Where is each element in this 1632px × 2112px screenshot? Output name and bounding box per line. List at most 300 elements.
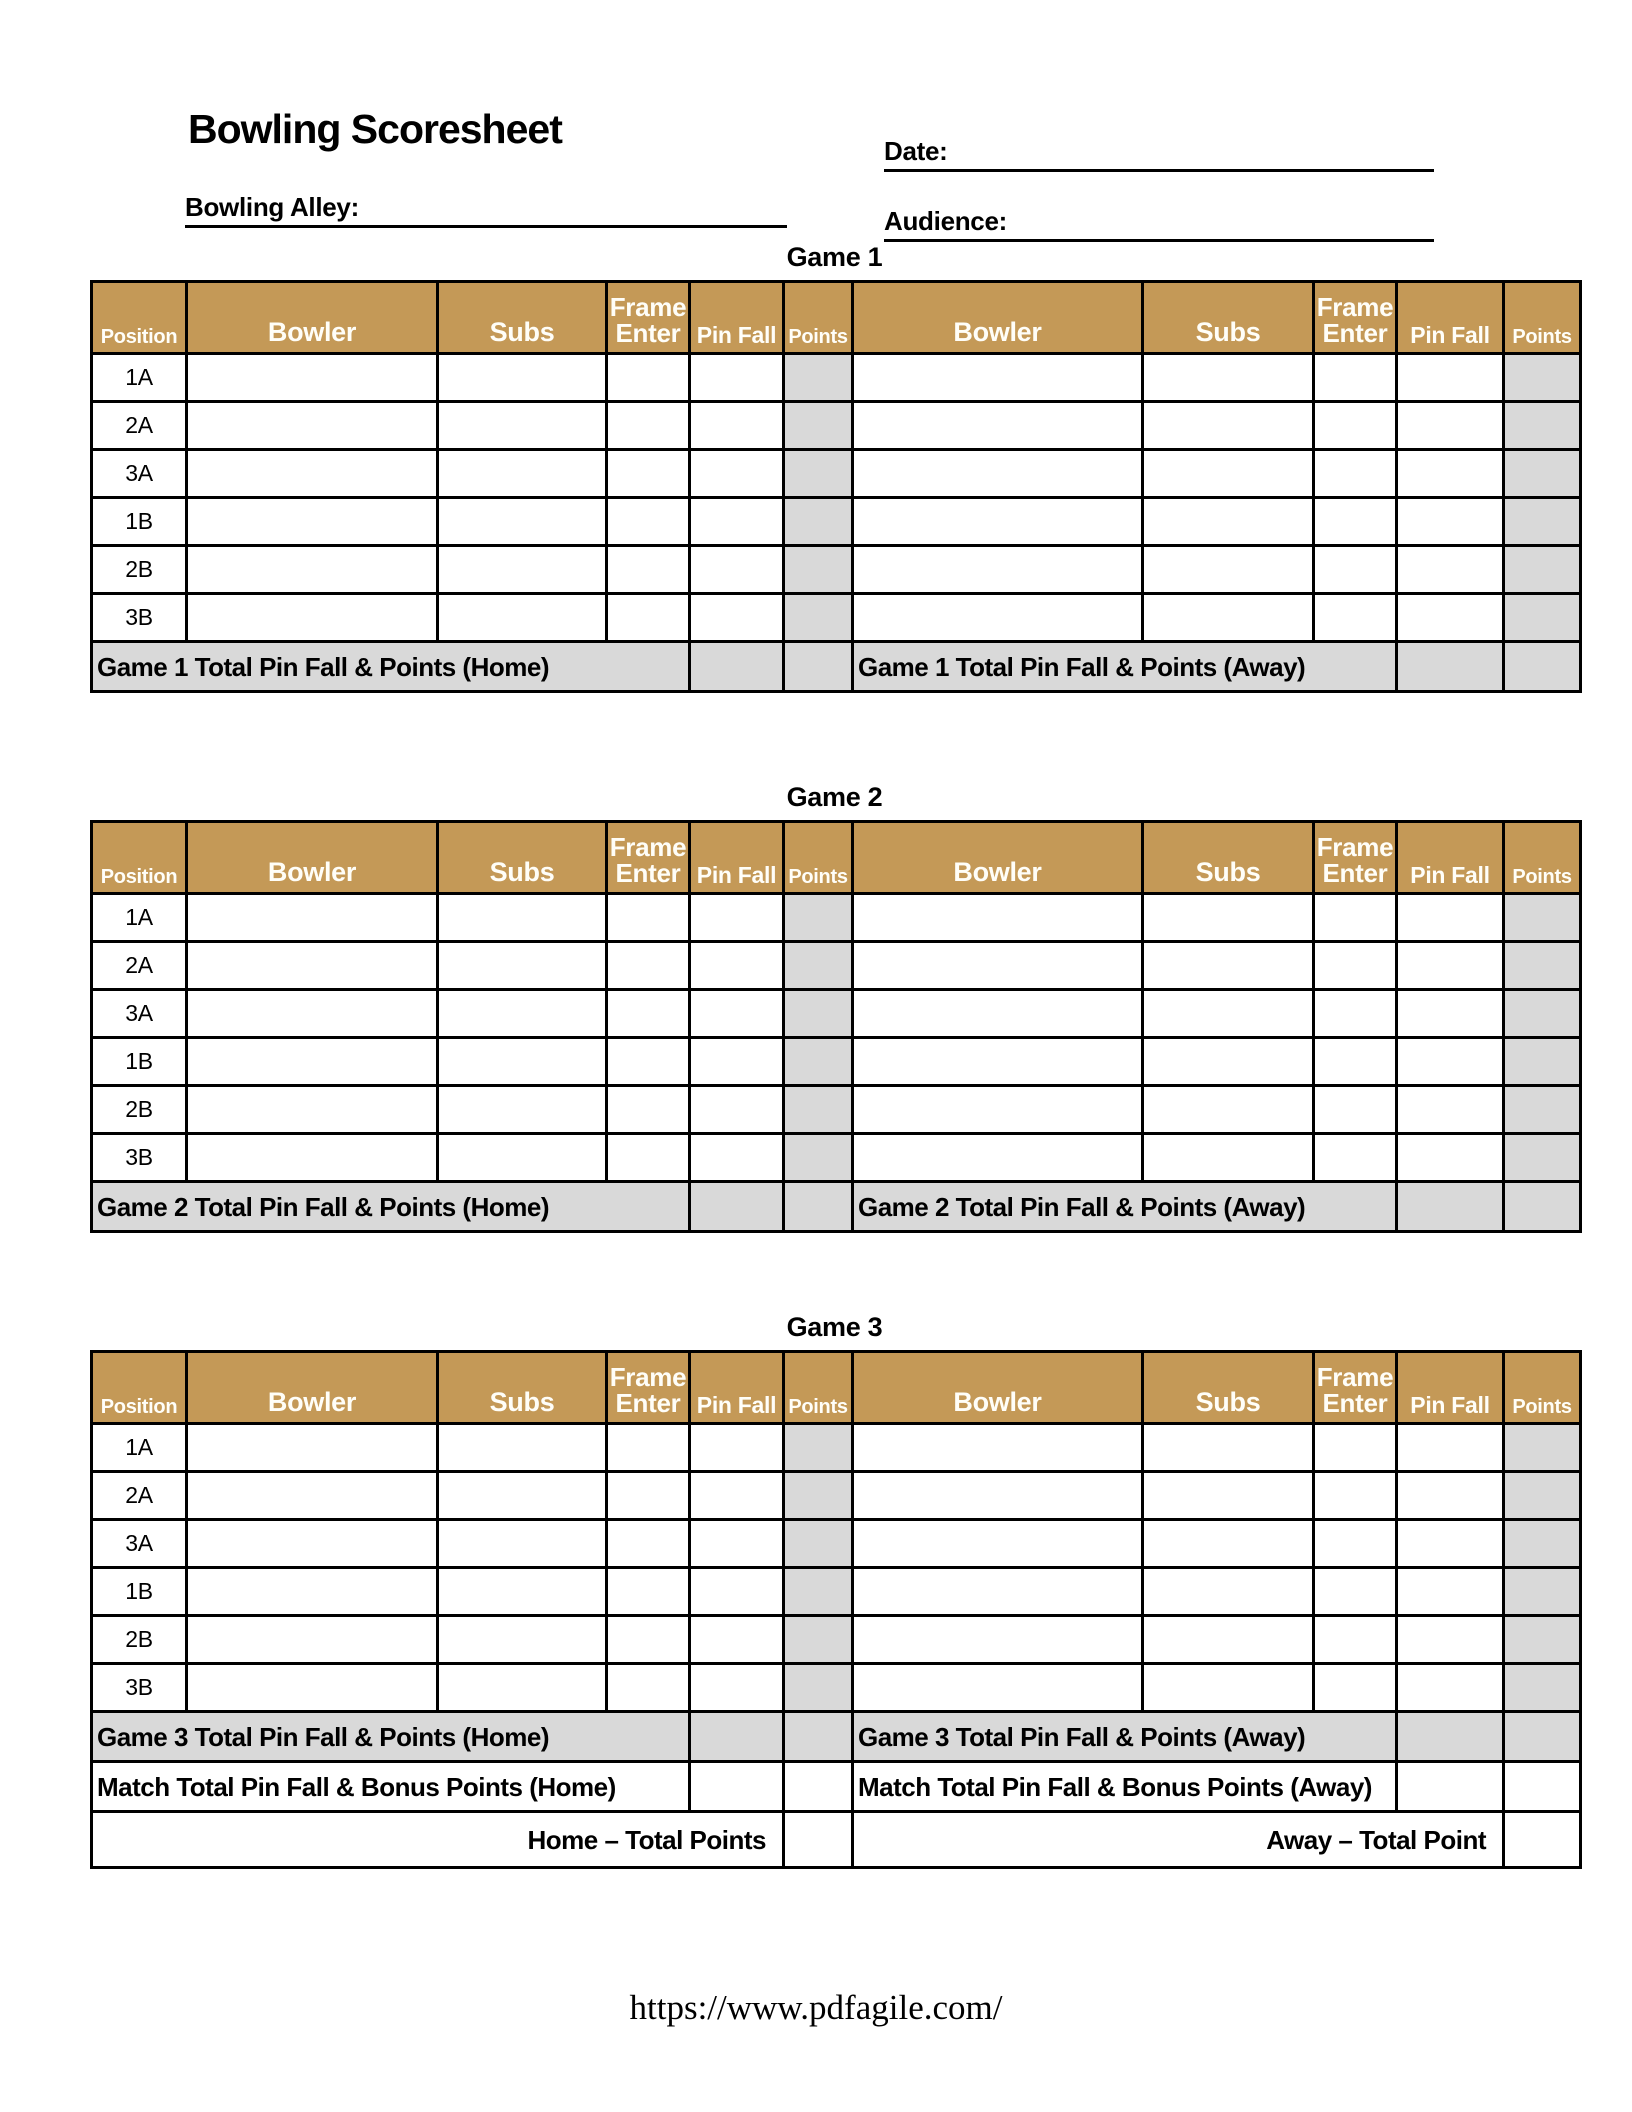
subs-cell-home[interactable] xyxy=(438,1568,607,1616)
bowler-cell-away[interactable] xyxy=(853,1134,1143,1182)
subs-cell-home[interactable] xyxy=(438,894,607,942)
table-row xyxy=(92,942,1581,990)
table-row xyxy=(92,1616,1581,1664)
pin-fall-cell-home[interactable] xyxy=(690,1664,784,1712)
subs-cell-away[interactable] xyxy=(1143,546,1314,594)
frame-enter-cell-home[interactable] xyxy=(607,1134,690,1182)
bowler-cell-home[interactable] xyxy=(187,990,438,1038)
points-cell-away[interactable] xyxy=(1504,942,1581,990)
points-cell-home[interactable] xyxy=(784,990,853,1038)
away-grand-total-cell[interactable] xyxy=(1504,1812,1581,1868)
frame-enter-cell-home[interactable] xyxy=(607,1472,690,1520)
pin-fall-cell-away[interactable] xyxy=(1397,1134,1504,1182)
header-points-away: Points xyxy=(1504,282,1581,354)
position-label: 1A xyxy=(92,1424,187,1472)
bowler-cell-away[interactable] xyxy=(853,990,1143,1038)
points-cell-away[interactable] xyxy=(1504,450,1581,498)
bowler-cell-away[interactable] xyxy=(853,1086,1143,1134)
table-row xyxy=(92,1568,1581,1616)
bowler-cell-away[interactable] xyxy=(853,894,1143,942)
bowling-alley-field xyxy=(185,188,787,228)
position-label: 2A xyxy=(92,1472,187,1520)
position-label: 1B xyxy=(92,498,187,546)
pin-fall-cell-home[interactable] xyxy=(690,894,784,942)
match-pin-fall-home-cell[interactable] xyxy=(690,1762,784,1812)
bowler-cell-home[interactable] xyxy=(187,1568,438,1616)
table-row xyxy=(92,354,1581,402)
bowler-cell-away[interactable] xyxy=(853,1664,1143,1712)
points-cell-home[interactable] xyxy=(784,1134,853,1182)
frame-enter-cell-away[interactable] xyxy=(1314,1038,1397,1086)
points-cell-home[interactable] xyxy=(784,1520,853,1568)
pin-fall-cell-away[interactable] xyxy=(1397,990,1504,1038)
points-cell-home[interactable] xyxy=(784,1086,853,1134)
game-3-total-row xyxy=(92,1712,1581,1762)
header-pin-fall-away: Pin Fall xyxy=(1397,282,1504,354)
frame-enter-cell-away[interactable] xyxy=(1314,450,1397,498)
subs-cell-away[interactable] xyxy=(1143,402,1314,450)
points-cell-away[interactable] xyxy=(1504,1038,1581,1086)
bowler-cell-home[interactable] xyxy=(187,1520,438,1568)
header-frame-enter-away: Frame Enter xyxy=(1314,1352,1397,1424)
date-field xyxy=(884,132,1434,172)
bowler-cell-home[interactable] xyxy=(187,1134,438,1182)
frame-enter-cell-home[interactable] xyxy=(607,1616,690,1664)
subs-cell-away[interactable] xyxy=(1143,1134,1314,1182)
bowler-cell-away[interactable] xyxy=(853,1038,1143,1086)
bowler-cell-away[interactable] xyxy=(853,450,1143,498)
header-bowler-away: Bowler xyxy=(853,282,1143,354)
frame-enter-cell-away[interactable] xyxy=(1314,498,1397,546)
pin-fall-cell-away[interactable] xyxy=(1397,450,1504,498)
position-label: 2B xyxy=(92,1086,187,1134)
bowler-cell-home[interactable] xyxy=(187,942,438,990)
subs-cell-home[interactable] xyxy=(438,546,607,594)
points-cell-away[interactable] xyxy=(1504,498,1581,546)
pin-fall-cell-home[interactable] xyxy=(690,498,784,546)
bowler-cell-away[interactable] xyxy=(853,594,1143,642)
subs-cell-away[interactable] xyxy=(1143,498,1314,546)
points-cell-home[interactable] xyxy=(784,894,853,942)
match-total-home-label: Match Total Pin Fall & Bonus Points (Home) xyxy=(92,1762,690,1812)
table-row xyxy=(92,1038,1581,1086)
points-cell-away[interactable] xyxy=(1504,354,1581,402)
pin-fall-cell-away[interactable] xyxy=(1397,546,1504,594)
header-subs-home: Subs xyxy=(438,282,607,354)
position-label: 3A xyxy=(92,1520,187,1568)
points-cell-home[interactable] xyxy=(784,594,853,642)
table-row xyxy=(92,594,1581,642)
table-row xyxy=(92,1664,1581,1712)
page-title: Bowling Scoresheet xyxy=(188,106,562,152)
bowler-cell-home[interactable] xyxy=(187,1472,438,1520)
header-position: Position xyxy=(92,822,187,894)
frame-enter-cell-home[interactable] xyxy=(607,450,690,498)
game-total-home-label: Game 1 Total Pin Fall & Points (Home) xyxy=(92,642,690,692)
date-input-line[interactable] xyxy=(948,135,1434,169)
bowler-cell-home[interactable] xyxy=(187,450,438,498)
points-cell-home[interactable] xyxy=(784,450,853,498)
points-cell-away[interactable] xyxy=(1504,1086,1581,1134)
pin-fall-cell-home[interactable] xyxy=(690,354,784,402)
bowler-cell-home[interactable] xyxy=(187,1086,438,1134)
header-subs-away: Subs xyxy=(1143,822,1314,894)
bowler-cell-home[interactable] xyxy=(187,1616,438,1664)
points-cell-home[interactable] xyxy=(784,498,853,546)
total-pin-fall-home-cell[interactable] xyxy=(690,1712,784,1762)
bowler-cell-away[interactable] xyxy=(853,546,1143,594)
pin-fall-cell-away[interactable] xyxy=(1397,1616,1504,1664)
subs-cell-away[interactable] xyxy=(1143,990,1314,1038)
audience-field xyxy=(884,202,1434,242)
frame-enter-cell-away[interactable] xyxy=(1314,402,1397,450)
game-3-header-row xyxy=(92,1352,1581,1424)
subs-cell-away[interactable] xyxy=(1143,450,1314,498)
subs-cell-home[interactable] xyxy=(438,1520,607,1568)
pin-fall-cell-home[interactable] xyxy=(690,1134,784,1182)
pin-fall-cell-away[interactable] xyxy=(1397,1038,1504,1086)
header-subs-away: Subs xyxy=(1143,1352,1314,1424)
subs-cell-home[interactable] xyxy=(438,990,607,1038)
pin-fall-cell-away[interactable] xyxy=(1397,1568,1504,1616)
match-points-home-cell[interactable] xyxy=(784,1762,853,1812)
pin-fall-cell-away[interactable] xyxy=(1397,1472,1504,1520)
position-label: 1B xyxy=(92,1568,187,1616)
subs-cell-home[interactable] xyxy=(438,402,607,450)
points-cell-home[interactable] xyxy=(784,1664,853,1712)
subs-cell-away[interactable] xyxy=(1143,942,1314,990)
frame-enter-cell-home[interactable] xyxy=(607,990,690,1038)
header-frame-enter-home: Frame Enter xyxy=(607,822,690,894)
game-2-title: Game 2 xyxy=(786,782,883,812)
frame-enter-cell-away[interactable] xyxy=(1314,942,1397,990)
frame-enter-cell-away[interactable] xyxy=(1314,354,1397,402)
match-total-row xyxy=(92,1762,1581,1812)
header-bowler-home: Bowler xyxy=(187,822,438,894)
pin-fall-cell-home[interactable] xyxy=(690,1520,784,1568)
header-points-home: Points xyxy=(784,822,853,894)
pin-fall-cell-away[interactable] xyxy=(1397,1664,1504,1712)
header-bowler-home: Bowler xyxy=(187,1352,438,1424)
position-label: 2B xyxy=(92,546,187,594)
points-cell-away[interactable] xyxy=(1504,1520,1581,1568)
frame-enter-cell-home[interactable] xyxy=(607,894,690,942)
bowler-cell-away[interactable] xyxy=(853,1568,1143,1616)
header-position: Position xyxy=(92,1352,187,1424)
header-points-home: Points xyxy=(784,1352,853,1424)
total-points-away-cell[interactable] xyxy=(1504,1182,1581,1232)
grand-total-row xyxy=(92,1812,1581,1868)
position-label: 2A xyxy=(92,402,187,450)
pin-fall-cell-home[interactable] xyxy=(690,990,784,1038)
pin-fall-cell-home[interactable] xyxy=(690,450,784,498)
points-cell-home[interactable] xyxy=(784,1568,853,1616)
pin-fall-cell-away[interactable] xyxy=(1397,594,1504,642)
frame-enter-cell-away[interactable] xyxy=(1314,1086,1397,1134)
table-row xyxy=(92,450,1581,498)
bowler-cell-home[interactable] xyxy=(187,594,438,642)
game-3-title: Game 3 xyxy=(786,1312,883,1342)
bowler-cell-home[interactable] xyxy=(187,546,438,594)
position-label: 3B xyxy=(92,594,187,642)
pin-fall-cell-away[interactable] xyxy=(1397,498,1504,546)
pin-fall-cell-home[interactable] xyxy=(690,1568,784,1616)
game-2-header-row xyxy=(92,822,1581,894)
game-2-total-row xyxy=(92,1182,1581,1232)
header-points-away: Points xyxy=(1504,1352,1581,1424)
pin-fall-cell-home[interactable] xyxy=(690,1616,784,1664)
pin-fall-cell-away[interactable] xyxy=(1397,942,1504,990)
points-cell-home[interactable] xyxy=(784,402,853,450)
footer-url[interactable]: https://www.pdfagile.com/ xyxy=(629,1988,1003,2027)
frame-enter-cell-away[interactable] xyxy=(1314,1424,1397,1472)
pin-fall-cell-home[interactable] xyxy=(690,546,784,594)
total-points-home-cell[interactable] xyxy=(784,1182,853,1232)
bowler-cell-home[interactable] xyxy=(187,402,438,450)
bowler-cell-away[interactable] xyxy=(853,1472,1143,1520)
header-points-away: Points xyxy=(1504,822,1581,894)
total-points-home-cell[interactable] xyxy=(784,1712,853,1762)
table-row xyxy=(92,1134,1581,1182)
subs-cell-away[interactable] xyxy=(1143,894,1314,942)
table-row xyxy=(92,990,1581,1038)
pin-fall-cell-away[interactable] xyxy=(1397,1424,1504,1472)
game-1-table xyxy=(90,280,1582,693)
pin-fall-cell-away[interactable] xyxy=(1397,894,1504,942)
frame-enter-cell-home[interactable] xyxy=(607,546,690,594)
total-points-home-cell[interactable] xyxy=(784,642,853,692)
position-label: 2B xyxy=(92,1616,187,1664)
frame-enter-cell-away[interactable] xyxy=(1314,594,1397,642)
pin-fall-cell-home[interactable] xyxy=(690,594,784,642)
game-total-away-label: Game 1 Total Pin Fall & Points (Away) xyxy=(853,642,1397,692)
subs-cell-home[interactable] xyxy=(438,1616,607,1664)
header-frame-enter-away: Frame Enter xyxy=(1314,822,1397,894)
points-cell-away[interactable] xyxy=(1504,1472,1581,1520)
pin-fall-cell-away[interactable] xyxy=(1397,1086,1504,1134)
frame-enter-cell-home[interactable] xyxy=(607,1038,690,1086)
points-cell-away[interactable] xyxy=(1504,402,1581,450)
total-pin-fall-away-cell[interactable] xyxy=(1397,642,1504,692)
total-pin-fall-away-cell[interactable] xyxy=(1397,1182,1504,1232)
subs-cell-home[interactable] xyxy=(438,594,607,642)
frame-enter-cell-away[interactable] xyxy=(1314,1664,1397,1712)
total-points-away-cell[interactable] xyxy=(1504,642,1581,692)
points-cell-home[interactable] xyxy=(784,354,853,402)
subs-cell-home[interactable] xyxy=(438,498,607,546)
frame-enter-cell-home[interactable] xyxy=(607,1520,690,1568)
subs-cell-home[interactable] xyxy=(438,1086,607,1134)
header-position: Position xyxy=(92,282,187,354)
bowler-cell-home[interactable] xyxy=(187,498,438,546)
frame-enter-cell-home[interactable] xyxy=(607,498,690,546)
header-bowler-home: Bowler xyxy=(187,282,438,354)
frame-enter-cell-home[interactable] xyxy=(607,942,690,990)
subs-cell-away[interactable] xyxy=(1143,1568,1314,1616)
frame-enter-cell-away[interactable] xyxy=(1314,990,1397,1038)
date-label: Date: xyxy=(884,136,948,166)
game-total-away-label: Game 3 Total Pin Fall & Points (Away) xyxy=(853,1712,1397,1762)
frame-enter-cell-home[interactable] xyxy=(607,1424,690,1472)
subs-cell-away[interactable] xyxy=(1143,594,1314,642)
points-cell-away[interactable] xyxy=(1504,546,1581,594)
points-cell-away[interactable] xyxy=(1504,594,1581,642)
frame-enter-cell-home[interactable] xyxy=(607,1086,690,1134)
frame-enter-cell-away[interactable] xyxy=(1314,1568,1397,1616)
points-cell-home[interactable] xyxy=(784,1038,853,1086)
frame-enter-cell-home[interactable] xyxy=(607,1568,690,1616)
points-cell-away[interactable] xyxy=(1504,1424,1581,1472)
points-cell-away[interactable] xyxy=(1504,894,1581,942)
header-bowler-away: Bowler xyxy=(853,822,1143,894)
total-pin-fall-away-cell[interactable] xyxy=(1397,1712,1504,1762)
game-3-table xyxy=(90,1350,1582,1869)
bowling-alley-input-line[interactable] xyxy=(359,191,787,225)
header-subs-home: Subs xyxy=(438,1352,607,1424)
points-cell-home[interactable] xyxy=(784,1472,853,1520)
subs-cell-away[interactable] xyxy=(1143,354,1314,402)
subs-cell-home[interactable] xyxy=(438,1134,607,1182)
game-total-home-label: Game 2 Total Pin Fall & Points (Home) xyxy=(92,1182,690,1232)
table-row xyxy=(92,546,1581,594)
pin-fall-cell-home[interactable] xyxy=(690,1086,784,1134)
bowler-cell-away[interactable] xyxy=(853,402,1143,450)
points-cell-home[interactable] xyxy=(784,1616,853,1664)
bowler-cell-away[interactable] xyxy=(853,354,1143,402)
game-total-home-label: Game 3 Total Pin Fall & Points (Home) xyxy=(92,1712,690,1762)
bowler-cell-home[interactable] xyxy=(187,1038,438,1086)
frame-enter-cell-away[interactable] xyxy=(1314,546,1397,594)
pin-fall-cell-home[interactable] xyxy=(690,942,784,990)
points-cell-away[interactable] xyxy=(1504,1616,1581,1664)
header-pin-fall-home: Pin Fall xyxy=(690,1352,784,1424)
points-cell-home[interactable] xyxy=(784,942,853,990)
match-pin-fall-away-cell[interactable] xyxy=(1397,1762,1504,1812)
pin-fall-cell-away[interactable] xyxy=(1397,354,1504,402)
home-grand-total-cell[interactable] xyxy=(784,1812,853,1868)
pin-fall-cell-home[interactable] xyxy=(690,402,784,450)
position-label: 1A xyxy=(92,354,187,402)
position-label: 3B xyxy=(92,1134,187,1182)
subs-cell-home[interactable] xyxy=(438,1038,607,1086)
frame-enter-cell-home[interactable] xyxy=(607,402,690,450)
points-cell-home[interactable] xyxy=(784,1424,853,1472)
subs-cell-away[interactable] xyxy=(1143,1520,1314,1568)
game-total-away-label: Game 2 Total Pin Fall & Points (Away) xyxy=(853,1182,1397,1232)
table-row xyxy=(92,894,1581,942)
match-points-away-cell[interactable] xyxy=(1504,1762,1581,1812)
position-label: 3A xyxy=(92,450,187,498)
header-pin-fall-home: Pin Fall xyxy=(690,282,784,354)
header-pin-fall-home: Pin Fall xyxy=(690,822,784,894)
game-1-total-row xyxy=(92,642,1581,692)
subs-cell-away[interactable] xyxy=(1143,1424,1314,1472)
total-pin-fall-home-cell[interactable] xyxy=(690,642,784,692)
header-pin-fall-away: Pin Fall xyxy=(1397,1352,1504,1424)
audience-input-line[interactable] xyxy=(1007,205,1434,239)
frame-enter-cell-home[interactable] xyxy=(607,594,690,642)
header-bowler-away: Bowler xyxy=(853,1352,1143,1424)
subs-cell-away[interactable] xyxy=(1143,1616,1314,1664)
pin-fall-cell-home[interactable] xyxy=(690,1038,784,1086)
header-frame-enter-away: Frame Enter xyxy=(1314,282,1397,354)
pin-fall-cell-away[interactable] xyxy=(1397,402,1504,450)
subs-cell-away[interactable] xyxy=(1143,1664,1314,1712)
position-label: 2A xyxy=(92,942,187,990)
bowler-cell-home[interactable] xyxy=(187,1664,438,1712)
bowler-cell-away[interactable] xyxy=(853,942,1143,990)
frame-enter-cell-away[interactable] xyxy=(1314,1616,1397,1664)
audience-label: Audience: xyxy=(884,206,1007,236)
frame-enter-cell-home[interactable] xyxy=(607,1664,690,1712)
position-label: 3B xyxy=(92,1664,187,1712)
subs-cell-away[interactable] xyxy=(1143,1472,1314,1520)
bowler-cell-home[interactable] xyxy=(187,894,438,942)
subs-cell-home[interactable] xyxy=(438,1424,607,1472)
bowler-cell-away[interactable] xyxy=(853,1616,1143,1664)
table-row xyxy=(92,498,1581,546)
bowler-cell-away[interactable] xyxy=(853,498,1143,546)
header-pin-fall-away: Pin Fall xyxy=(1397,822,1504,894)
table-row xyxy=(92,1424,1581,1472)
subs-cell-home[interactable] xyxy=(438,1472,607,1520)
header-subs-home: Subs xyxy=(438,822,607,894)
subs-cell-away[interactable] xyxy=(1143,1086,1314,1134)
pin-fall-cell-away[interactable] xyxy=(1397,1520,1504,1568)
table-row xyxy=(92,1086,1581,1134)
points-cell-away[interactable] xyxy=(1504,1664,1581,1712)
bowler-cell-home[interactable] xyxy=(187,354,438,402)
pin-fall-cell-home[interactable] xyxy=(690,1424,784,1472)
subs-cell-home[interactable] xyxy=(438,354,607,402)
frame-enter-cell-home[interactable] xyxy=(607,354,690,402)
bowler-cell-away[interactable] xyxy=(853,1424,1143,1472)
frame-enter-cell-away[interactable] xyxy=(1314,1472,1397,1520)
position-label: 1A xyxy=(92,894,187,942)
subs-cell-home[interactable] xyxy=(438,450,607,498)
frame-enter-cell-away[interactable] xyxy=(1314,894,1397,942)
header-points-home: Points xyxy=(784,282,853,354)
home-grand-total-label: Home – Total Points xyxy=(92,1812,784,1868)
position-label: 1B xyxy=(92,1038,187,1086)
header-subs-away: Subs xyxy=(1143,282,1314,354)
points-cell-away[interactable] xyxy=(1504,990,1581,1038)
total-points-away-cell[interactable] xyxy=(1504,1712,1581,1762)
pin-fall-cell-home[interactable] xyxy=(690,1472,784,1520)
table-row xyxy=(92,1472,1581,1520)
away-grand-total-label: Away – Total Point xyxy=(853,1812,1504,1868)
table-row xyxy=(92,1520,1581,1568)
points-cell-away[interactable] xyxy=(1504,1568,1581,1616)
frame-enter-cell-away[interactable] xyxy=(1314,1134,1397,1182)
points-cell-home[interactable] xyxy=(784,546,853,594)
frame-enter-cell-away[interactable] xyxy=(1314,1520,1397,1568)
subs-cell-home[interactable] xyxy=(438,942,607,990)
position-label: 3A xyxy=(92,990,187,1038)
header-frame-enter-home: Frame Enter xyxy=(607,282,690,354)
table-row xyxy=(92,402,1581,450)
game-2-table xyxy=(90,820,1582,1233)
subs-cell-away[interactable] xyxy=(1143,1038,1314,1086)
points-cell-away[interactable] xyxy=(1504,1134,1581,1182)
game-1-title: Game 1 xyxy=(786,242,883,272)
subs-cell-home[interactable] xyxy=(438,1664,607,1712)
game-1-header-row xyxy=(92,282,1581,354)
bowler-cell-away[interactable] xyxy=(853,1520,1143,1568)
total-pin-fall-home-cell[interactable] xyxy=(690,1182,784,1232)
bowling-alley-label: Bowling Alley: xyxy=(185,192,359,222)
bowler-cell-home[interactable] xyxy=(187,1424,438,1472)
